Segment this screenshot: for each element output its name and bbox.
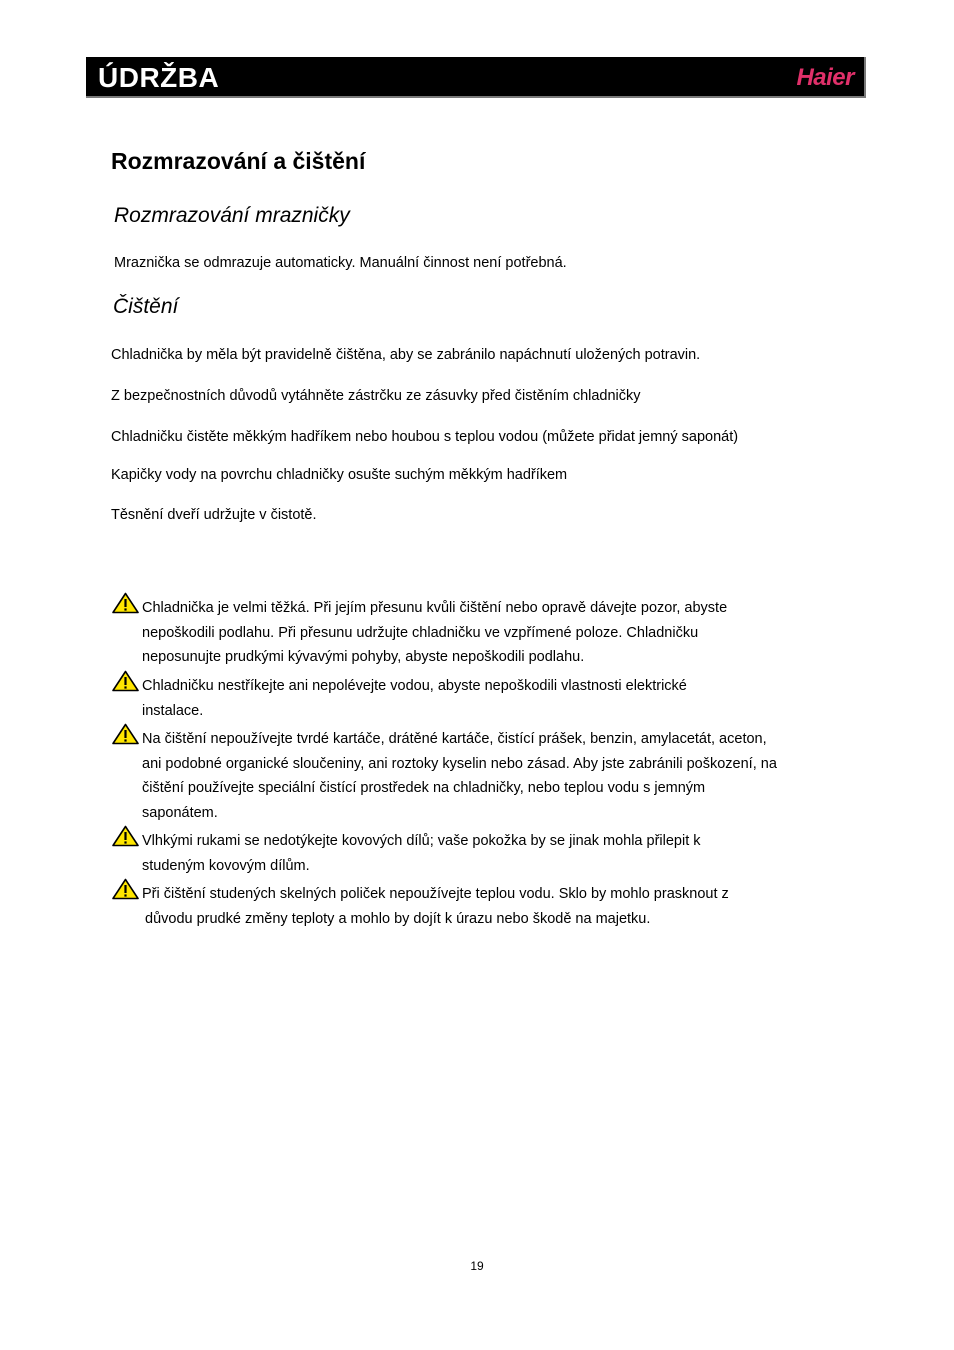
warning-line: saponátem.: [142, 804, 218, 821]
warning-line: nepoškodili podlahu. Při přesunu udržujte chladničku ve vzpřímené poloze. Chladničku: [142, 624, 699, 641]
defrost-text: Mraznička se odmrazuje automaticky. Manuální činnost není potřebná.: [114, 255, 567, 271]
page-number: 19: [470, 1259, 484, 1273]
warning-line: Chladničku nestříkejte ani nepolévejte vodou, abyste nepoškodili vlastnosti elektrické: [142, 678, 687, 694]
warning-icon: [112, 825, 139, 847]
cleaning-paragraph: Kapičky vody na povrchu chladničky osušte suchým měkkým hadříkem: [111, 467, 568, 483]
warning-line: studeným kovovým dílům.: [142, 857, 310, 874]
defrost-heading: Rozmrazování mrazničky: [114, 204, 350, 227]
warning-item: [112, 596, 852, 670]
warning-line: ani podobné organické sloučeniny, ani roztoky kyselin nebo zásad. Aby jste zabránili poškození, na: [142, 755, 777, 772]
cleaning-paragraph: Z bezpečnostních důvodů vytáhněte zástrčku ze zásuvky před čistěním chladničky: [111, 388, 641, 404]
warning-line: Při čištění studených skelných poliček nepoužívejte teplou vodu. Sklo by mohlo prasknout z: [142, 886, 729, 902]
cleaning-paragraph: Chladničku čistěte měkkým hadříkem nebo houbou s teplou vodou (můžete přidat jemný saponát): [111, 429, 739, 445]
cleaning-paragraph: Těsnění dveří udržujte v čistotě.: [111, 507, 317, 523]
warning-item: [112, 674, 852, 723]
warning-line: neposunujte prudkými kývavými pohyby, abyste nepoškodili podlahu.: [142, 649, 585, 665]
warning-line: instalace.: [142, 702, 204, 719]
warning-icon: [112, 592, 139, 614]
warning-line: Vlhkými rukami se nedotýkejte kovových dílů; vaše pokožka by se jinak mohla přilepit k: [142, 833, 701, 849]
header-bar: [86, 57, 866, 98]
brand-logo: Haier: [796, 64, 854, 91]
warning-line: Na čištění nepoužívejte tvrdé kartáče, drátěné kartáče, čistící prášek, benzin, amylacetát, aceton,: [142, 731, 767, 747]
warning-item: [112, 882, 852, 931]
warning-item: [112, 829, 852, 878]
warning-line: důvodu prudké změny teploty a mohlo by dojít k úrazu nebo škodě na majetku.: [145, 910, 651, 927]
page-title: ÚDRŽBA: [98, 62, 220, 93]
warning-icon: [112, 670, 139, 692]
warning-item: [112, 727, 852, 825]
warning-icon: [112, 723, 139, 745]
warning-line: čištění používejte speciální čistící prostředek na chladničky, nebo teplou vodu s jemným: [142, 780, 706, 796]
warning-line: Chladnička je velmi těžká. Při jejím přesunu kvůli čištění nebo opravě dávejte pozor, abyste: [142, 600, 728, 616]
cleaning-paragraph: Chladnička by měla být pravidelně čištěna, aby se zabránilo napáchnutí uložených potravin.: [111, 347, 701, 363]
cleaning-heading: Čištění: [113, 295, 179, 318]
warning-icon: [112, 878, 139, 900]
section-title: Rozmrazování a čištění: [111, 148, 366, 174]
